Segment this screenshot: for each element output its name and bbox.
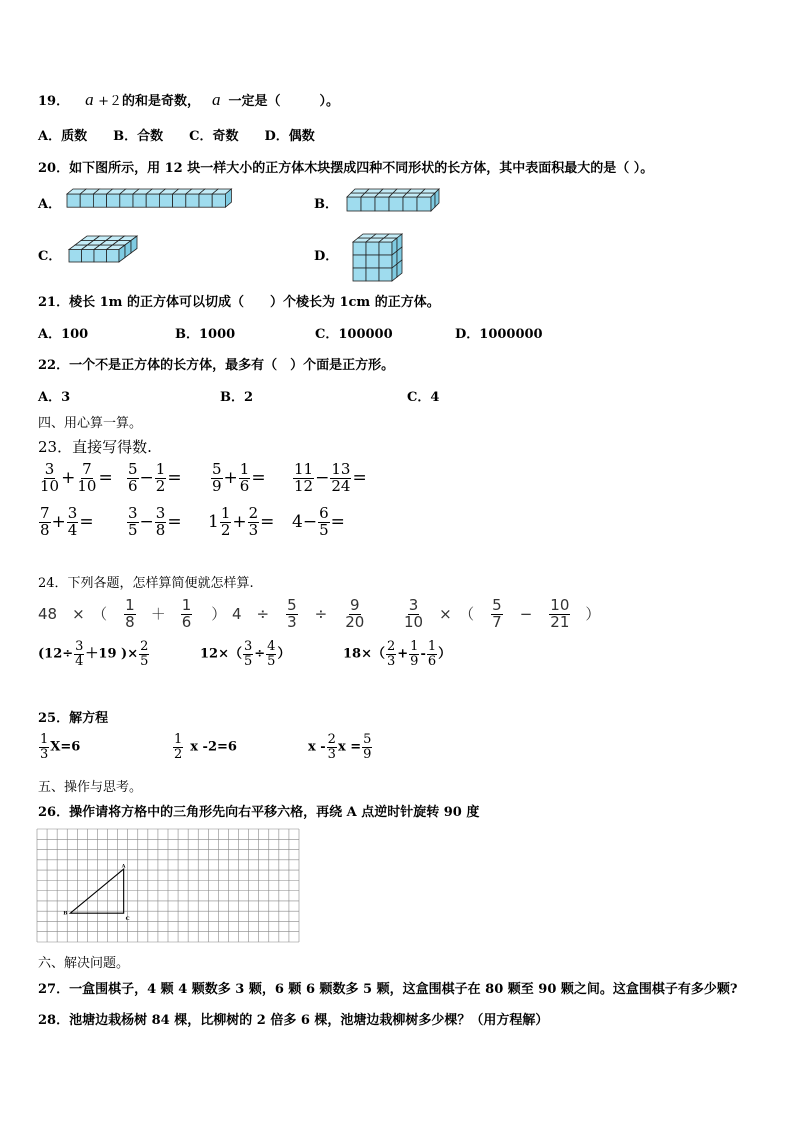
denominator: 24 bbox=[331, 476, 351, 495]
op: ） bbox=[438, 646, 452, 662]
expr2-pre: 4 ÷ bbox=[232, 604, 270, 623]
denominator: 5 bbox=[128, 520, 138, 539]
equals: = bbox=[251, 467, 266, 488]
cube-face bbox=[94, 250, 107, 263]
q19-text2: 一定是（ ）。 bbox=[228, 94, 340, 109]
plus-two: +２ bbox=[98, 94, 123, 109]
cube-face bbox=[69, 250, 82, 263]
cuboid-figure-b bbox=[346, 188, 441, 216]
denominator: 9 bbox=[410, 653, 419, 669]
q24-expr-2 bbox=[232, 598, 366, 631]
question-28: 28．池塘边栽杨树 84 棵，比柳树的 2 倍多 6 棵，池塘边栽柳树多少棵？（用方程解） bbox=[38, 1013, 549, 1028]
q22-option-a[interactable]: A．3 bbox=[38, 390, 71, 405]
cuboid-figure-d bbox=[352, 233, 406, 273]
cube-face bbox=[80, 194, 93, 207]
section-5-heading: 五、操作与思考。 bbox=[38, 780, 143, 795]
denominator: 5 bbox=[243, 653, 253, 669]
question-21: 21．棱长 1m 的正方体可以切成（ ）个棱长为 1cm 的正方体。 bbox=[38, 295, 440, 310]
cube-face bbox=[353, 255, 366, 268]
denominator: 3 bbox=[327, 746, 336, 762]
op: 18×（ bbox=[343, 646, 385, 662]
frac bbox=[344, 598, 365, 631]
numerator: 5 bbox=[128, 460, 138, 478]
op: − bbox=[519, 604, 533, 623]
question-24-title: 24．下列各题，怎样算简便就怎样算. bbox=[38, 576, 254, 591]
q20-label-b[interactable]: B． bbox=[314, 197, 338, 212]
q23-item bbox=[292, 506, 345, 539]
cube-face bbox=[353, 242, 366, 255]
equals: = bbox=[330, 511, 345, 532]
denominator: 4 bbox=[75, 653, 84, 669]
denominator: 3 bbox=[248, 520, 259, 539]
denominator: 5 bbox=[319, 520, 329, 539]
numerator: 5 bbox=[287, 596, 297, 614]
numerator: 3 bbox=[75, 639, 84, 654]
numerator: 1 bbox=[220, 504, 231, 522]
numerator: 1 bbox=[239, 460, 250, 478]
question-22: 22．一个不是正方体的长方体，最多有（ ）个面是正方形。 bbox=[38, 358, 395, 373]
frac bbox=[127, 462, 139, 495]
denominator: 7 bbox=[492, 612, 502, 631]
cube-face bbox=[361, 197, 375, 211]
cube-face bbox=[366, 268, 379, 281]
equals: = bbox=[98, 467, 113, 488]
frac bbox=[491, 598, 503, 631]
point-c-label: C bbox=[125, 916, 130, 923]
frac bbox=[549, 598, 570, 631]
equals: = bbox=[167, 467, 182, 488]
variable-a: a bbox=[85, 90, 94, 109]
cube-face bbox=[347, 197, 361, 211]
op: + bbox=[232, 511, 247, 532]
q24-expr-5 bbox=[200, 640, 290, 668]
op: + bbox=[61, 467, 76, 488]
q19-options bbox=[38, 125, 315, 144]
op: − bbox=[315, 467, 330, 488]
denominator: 2 bbox=[220, 520, 231, 539]
cube-face bbox=[379, 242, 392, 255]
frac bbox=[403, 598, 424, 631]
q19-number: 19． bbox=[38, 94, 70, 109]
denominator: 6 bbox=[128, 476, 138, 495]
cube-face bbox=[133, 194, 146, 207]
denominator: 20 bbox=[345, 612, 365, 631]
q25-eq-2 bbox=[172, 733, 237, 761]
frac bbox=[39, 733, 49, 761]
denominator: 8 bbox=[125, 612, 135, 631]
op: ） bbox=[211, 604, 227, 623]
op: - bbox=[420, 646, 426, 662]
denominator: 9 bbox=[212, 476, 222, 495]
numerator: 1 bbox=[125, 596, 135, 614]
denominator: 6 bbox=[181, 612, 192, 631]
frac bbox=[330, 462, 351, 495]
op: + bbox=[223, 467, 238, 488]
frac bbox=[155, 462, 167, 495]
cube-face bbox=[366, 255, 379, 268]
op: − bbox=[139, 467, 154, 488]
numerator: 5 bbox=[492, 596, 502, 614]
q23-item bbox=[292, 462, 367, 495]
denominator: 12 bbox=[294, 476, 314, 495]
numerator: 3 bbox=[243, 639, 253, 654]
q23-item bbox=[38, 462, 113, 495]
numerator: 1 bbox=[155, 460, 166, 478]
q24-expr-6 bbox=[343, 640, 451, 668]
q24-expr-3 bbox=[402, 598, 600, 631]
cube-face bbox=[186, 194, 199, 207]
op: ＋19 )× bbox=[85, 646, 139, 662]
expr1-pre: 48 × （ bbox=[38, 604, 108, 623]
frac bbox=[327, 733, 337, 761]
frac bbox=[39, 506, 51, 539]
numerator: 9 bbox=[350, 596, 360, 614]
op: − bbox=[139, 511, 154, 532]
frac bbox=[318, 506, 330, 539]
frac bbox=[211, 462, 223, 495]
q23-item bbox=[126, 462, 182, 495]
denominator: 10 bbox=[404, 612, 424, 631]
variable-a2: a bbox=[212, 90, 221, 109]
question-27: 27．一盒围棋子，4 颗 4 颗数多 3 颗，6 颗 6 颗数多 5 颗，这盒围棋子在 80 颗至 90 颗之间。这盒围棋子有多少颗? bbox=[38, 982, 738, 997]
denominator: 6 bbox=[239, 476, 250, 495]
frac bbox=[124, 598, 136, 631]
cube-face bbox=[199, 194, 212, 207]
numerator: 7 bbox=[82, 460, 92, 478]
op: 12×（ bbox=[200, 646, 242, 662]
numerator: 3 bbox=[67, 504, 78, 522]
frac bbox=[67, 506, 79, 539]
frac bbox=[181, 598, 193, 631]
whole-number: 1 bbox=[208, 511, 219, 532]
q21-option-b[interactable]: B．1000 bbox=[175, 327, 236, 342]
frac bbox=[139, 640, 149, 668]
cube-face bbox=[353, 268, 366, 281]
cube-face bbox=[146, 194, 159, 207]
cube-face bbox=[212, 194, 225, 207]
op: + bbox=[51, 511, 66, 532]
numerator: 10 bbox=[550, 596, 570, 614]
frac bbox=[243, 640, 253, 668]
question-25-title: 25．解方程 bbox=[38, 711, 109, 726]
denominator: 9 bbox=[363, 746, 372, 762]
op: X=6 bbox=[50, 739, 81, 755]
cube-face bbox=[93, 194, 106, 207]
op: ） bbox=[585, 604, 601, 623]
cube-face bbox=[67, 194, 80, 207]
op: ÷ bbox=[254, 646, 266, 662]
q19-option-d[interactable]: D．偶数 bbox=[264, 129, 315, 144]
cube-face bbox=[82, 250, 95, 263]
denominator: 8 bbox=[155, 520, 166, 539]
numerator: 3 bbox=[44, 460, 55, 478]
frac bbox=[39, 462, 60, 495]
frac bbox=[127, 506, 139, 539]
question-19 bbox=[38, 90, 339, 110]
numerator: 2 bbox=[248, 504, 259, 522]
op: − bbox=[302, 511, 318, 532]
q24-expr-4 bbox=[38, 640, 150, 668]
q19-option-b[interactable]: B．合数 bbox=[113, 129, 164, 144]
numerator: 2 bbox=[327, 732, 336, 747]
frac bbox=[427, 640, 437, 668]
denominator: 5 bbox=[140, 653, 149, 669]
q21-option-c[interactable]: C．100000 bbox=[315, 327, 393, 342]
denominator: 8 bbox=[40, 520, 50, 539]
q23-item bbox=[38, 506, 94, 539]
numerator: 1 bbox=[181, 596, 192, 614]
denominator: 4 bbox=[67, 520, 78, 539]
cuboid-figure-c bbox=[68, 235, 134, 271]
numerator: 4 bbox=[267, 639, 276, 654]
q24-expr-1 bbox=[38, 598, 226, 631]
whole-number: 4 bbox=[292, 511, 303, 532]
numerator: 1 bbox=[427, 639, 437, 654]
denominator: 10 bbox=[40, 476, 60, 495]
numerator: 1 bbox=[410, 639, 419, 654]
q20-label-c[interactable]: C． bbox=[38, 249, 62, 264]
frac bbox=[248, 506, 260, 539]
triangle-abc bbox=[70, 869, 123, 913]
cube-face bbox=[379, 255, 392, 268]
numerator: 11 bbox=[294, 460, 314, 478]
frac bbox=[293, 462, 314, 495]
op: x -2=6 bbox=[190, 739, 237, 755]
denominator: 6 bbox=[427, 653, 437, 669]
numerator: 7 bbox=[40, 504, 50, 522]
q19-text1: 的和是奇数， bbox=[122, 94, 201, 109]
q19-option-c[interactable]: C．奇数 bbox=[189, 129, 239, 144]
denominator: 21 bbox=[550, 612, 570, 631]
point-b-label: B bbox=[63, 910, 68, 917]
q23-item bbox=[126, 506, 182, 539]
equals: = bbox=[352, 467, 367, 488]
frac bbox=[220, 506, 232, 539]
cube-face bbox=[366, 242, 379, 255]
denominator: 3 bbox=[386, 653, 396, 669]
cube-face bbox=[379, 268, 392, 281]
question-26: 26．操作请将方格中的三角形先向右平移六格，再绕 A 点逆时针旋转 90 度 bbox=[38, 805, 480, 820]
op: x = bbox=[337, 739, 362, 755]
cube-face bbox=[120, 194, 133, 207]
op: ＋ bbox=[150, 604, 166, 623]
denominator: 2 bbox=[174, 746, 183, 762]
equals: = bbox=[167, 511, 182, 532]
denominator: 3 bbox=[287, 612, 297, 631]
denominator: 10 bbox=[77, 476, 97, 495]
q22-option-c[interactable]: C．4 bbox=[407, 390, 440, 405]
cube-face bbox=[159, 194, 172, 207]
frac bbox=[155, 506, 167, 539]
numerator: 13 bbox=[331, 460, 351, 478]
q21-option-a[interactable]: A．100 bbox=[38, 327, 89, 342]
op: (12÷ bbox=[38, 646, 74, 662]
cube-face bbox=[403, 197, 417, 211]
section-4-heading: 四、用心算一算。 bbox=[38, 416, 143, 431]
question-20: 20．如下图所示，用 12 块一样大小的正方体木块摆成四种不同形状的长方体，其中表面积最大的是（ ）。 bbox=[38, 161, 654, 176]
frac bbox=[386, 640, 396, 668]
numerator: 1 bbox=[174, 732, 183, 747]
frac bbox=[74, 640, 84, 668]
denominator: 2 bbox=[155, 476, 166, 495]
numerator: 2 bbox=[140, 639, 149, 654]
numerator: 6 bbox=[319, 504, 329, 522]
equals: = bbox=[260, 511, 275, 532]
frac bbox=[409, 640, 419, 668]
q22-option-b[interactable]: B．2 bbox=[220, 390, 254, 405]
op: x - bbox=[308, 739, 326, 755]
q25-eq-3 bbox=[308, 733, 373, 761]
frac bbox=[362, 733, 372, 761]
q20-label-d[interactable]: D． bbox=[314, 249, 339, 264]
q23-item bbox=[210, 462, 266, 495]
cuboid-figure-a bbox=[66, 188, 236, 212]
cube-face bbox=[173, 194, 186, 207]
frac bbox=[239, 462, 251, 495]
op: ） bbox=[277, 646, 291, 662]
numerator: 2 bbox=[386, 639, 396, 654]
cube-face bbox=[389, 197, 403, 211]
frac bbox=[266, 640, 276, 668]
numerator: 3 bbox=[408, 596, 419, 614]
section-6-heading: 六、解决问题。 bbox=[38, 956, 130, 971]
cube-face bbox=[107, 194, 120, 207]
frac bbox=[286, 598, 298, 631]
numerator: 5 bbox=[212, 460, 222, 478]
q21-option-d[interactable]: D．1000000 bbox=[455, 327, 543, 342]
question-23-title: 23．直接写得数. bbox=[38, 438, 152, 456]
denominator: 3 bbox=[40, 746, 49, 762]
op: + bbox=[397, 646, 409, 662]
triangle-grid bbox=[37, 829, 300, 943]
q19-option-a[interactable]: A．质数 bbox=[38, 129, 88, 144]
cube-face bbox=[107, 250, 120, 263]
frac bbox=[76, 462, 97, 495]
denominator: 5 bbox=[267, 653, 276, 669]
op: ÷ bbox=[314, 604, 328, 623]
numerator: 5 bbox=[363, 732, 372, 747]
op: × （ bbox=[439, 604, 475, 623]
q20-label-a[interactable]: A． bbox=[38, 197, 62, 212]
q23-item bbox=[208, 506, 274, 539]
cube-face bbox=[375, 197, 389, 211]
q25-eq-1 bbox=[38, 733, 80, 761]
numerator: 3 bbox=[155, 504, 166, 522]
numerator: 3 bbox=[128, 504, 138, 522]
equals: = bbox=[79, 511, 94, 532]
frac bbox=[173, 733, 183, 761]
numerator: 1 bbox=[40, 732, 49, 747]
cube-face bbox=[417, 197, 431, 211]
point-a-label: A bbox=[121, 863, 126, 870]
